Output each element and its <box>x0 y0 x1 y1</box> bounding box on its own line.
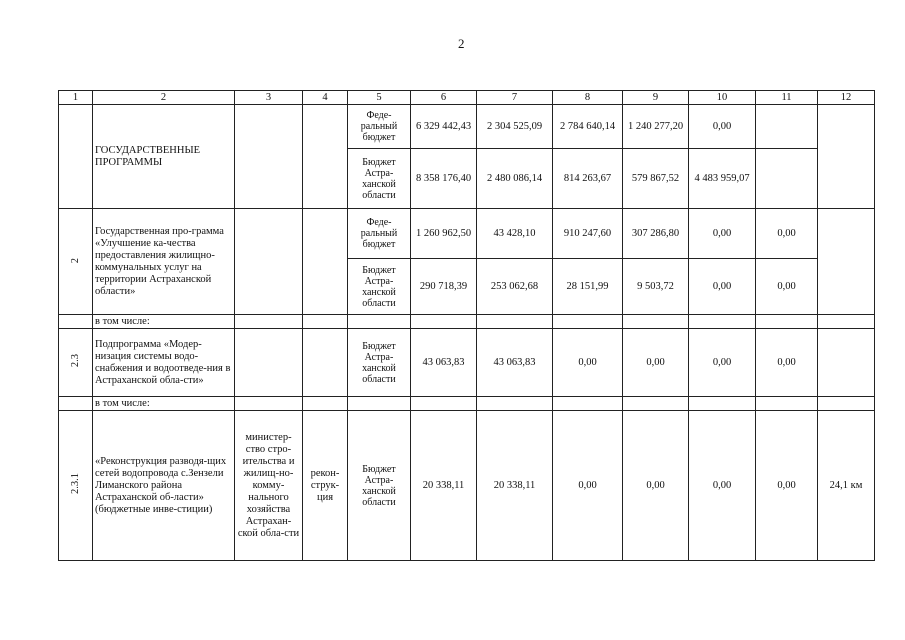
value-cell <box>756 105 818 149</box>
executor-cell <box>235 209 303 315</box>
empty-cell <box>303 315 348 329</box>
value-cell: 0,00 <box>756 411 818 561</box>
value-cell: 814 263,67 <box>553 149 623 209</box>
value-cell: 0,00 <box>553 329 623 397</box>
value-cell: 20 338,11 <box>477 411 553 561</box>
empty-cell <box>756 397 818 411</box>
value-cell: 43 063,83 <box>411 329 477 397</box>
empty-cell <box>411 397 477 411</box>
gov-programs-title: ГОСУДАРСТВЕННЫЕ ПРОГРАММЫ <box>93 105 235 209</box>
value-cell: 28 151,99 <box>553 259 623 315</box>
header-cell: 8 <box>553 91 623 105</box>
header-cell: 7 <box>477 91 553 105</box>
value-cell: 2 480 086,14 <box>477 149 553 209</box>
funding-source: Феде-ральный бюджет <box>348 209 411 259</box>
value-cell: 20 338,11 <box>411 411 477 561</box>
result-cell <box>818 209 875 315</box>
value-cell: 307 286,80 <box>623 209 689 259</box>
empty-cell <box>818 315 875 329</box>
kind-cell: рекон-струк-ция <box>303 411 348 561</box>
item-name: «Реконструкция разводя-щих сетей водопровода с.Зензели Лиманского района Астраханской об-ласти» (бюджетные инве-стиции) <box>93 411 235 561</box>
empty-cell <box>553 397 623 411</box>
num-cell <box>59 315 93 329</box>
result-cell <box>818 329 875 397</box>
header-cell: 10 <box>689 91 756 105</box>
funding-source: Бюджет Астра-ханской области <box>348 329 411 397</box>
result-cell: 24,1 км <box>818 411 875 561</box>
value-cell: 0,00 <box>623 329 689 397</box>
empty-cell <box>477 315 553 329</box>
executor-cell: министер-ство стро-ительства и жилищ-но-комму-нального хозяйства Астрахан-ской обла-сти <box>235 411 303 561</box>
empty-cell <box>818 397 875 411</box>
header-cell: 12 <box>818 91 875 105</box>
empty-cell <box>623 397 689 411</box>
empty-cell <box>477 397 553 411</box>
value-cell <box>756 149 818 209</box>
value-cell: 290 718,39 <box>411 259 477 315</box>
value-cell: 9 503,72 <box>623 259 689 315</box>
value-cell: 0,00 <box>623 411 689 561</box>
empty-cell <box>756 315 818 329</box>
value-cell: 4 483 959,07 <box>689 149 756 209</box>
header-cell: 1 <box>59 91 93 105</box>
value-cell: 910 247,60 <box>553 209 623 259</box>
value-cell: 0,00 <box>689 329 756 397</box>
subprogram-name: Подпрограмма «Модер-низация системы водо-снабжения и водоотведе-ния в Астраханской обла-сти» <box>93 329 235 397</box>
empty-cell <box>689 397 756 411</box>
result-cell <box>818 105 875 209</box>
value-cell: 8 358 176,40 <box>411 149 477 209</box>
value-cell: 43 063,83 <box>477 329 553 397</box>
funding-source: Бюджет Астра-ханской области <box>348 259 411 315</box>
executor-cell <box>235 329 303 397</box>
empty-cell <box>623 315 689 329</box>
value-cell: 2 304 525,09 <box>477 105 553 149</box>
value-cell: 579 867,52 <box>623 149 689 209</box>
table-row <box>59 105 875 149</box>
value-cell: 43 428,10 <box>477 209 553 259</box>
funding-source: Бюджет Астра-ханской области <box>348 411 411 561</box>
empty-cell <box>303 397 348 411</box>
value-cell: 1 240 277,20 <box>623 105 689 149</box>
value-cell: 1 260 962,50 <box>411 209 477 259</box>
including-row <box>59 315 875 329</box>
table-row <box>59 209 875 259</box>
page-number: 2 <box>458 36 465 51</box>
empty-cell <box>235 397 303 411</box>
empty-cell <box>235 315 303 329</box>
header-cell: 3 <box>235 91 303 105</box>
empty-cell <box>689 315 756 329</box>
value-cell: 0,00 <box>689 411 756 561</box>
header-cell: 6 <box>411 91 477 105</box>
funding-source: Феде-ральный бюджет <box>348 105 411 149</box>
header-row <box>59 91 875 105</box>
funding-source: Бюджет Астра-ханской области <box>348 149 411 209</box>
value-cell: 0,00 <box>689 259 756 315</box>
empty-cell <box>348 315 411 329</box>
value-cell: 0,00 <box>689 209 756 259</box>
empty-cell <box>411 315 477 329</box>
value-cell: 253 062,68 <box>477 259 553 315</box>
header-cell: 5 <box>348 91 411 105</box>
kind-cell <box>303 209 348 315</box>
header-cell: 9 <box>623 91 689 105</box>
num-cell: 2.3.1 <box>59 411 93 561</box>
kind-cell <box>303 329 348 397</box>
program-name: Государственная про-грамма «Улучшение ка-чества предоставления жилищно-коммунальных услуг на территории Астраханской области» <box>93 209 235 315</box>
value-cell: 0,00 <box>553 411 623 561</box>
table-row <box>59 411 875 561</box>
value-cell: 0,00 <box>756 329 818 397</box>
table-row <box>59 329 875 397</box>
including-label: в том числе: <box>93 315 235 329</box>
header-cell: 4 <box>303 91 348 105</box>
value-cell: 0,00 <box>689 105 756 149</box>
header-cell: 11 <box>756 91 818 105</box>
num-cell <box>59 397 93 411</box>
empty-cell <box>553 315 623 329</box>
num-cell <box>59 105 93 209</box>
including-row <box>59 397 875 411</box>
num-cell: 2.3 <box>59 329 93 397</box>
num-cell: 2 <box>59 209 93 315</box>
executor-cell <box>235 105 303 209</box>
value-cell: 0,00 <box>756 209 818 259</box>
value-cell: 2 784 640,14 <box>553 105 623 149</box>
empty-cell <box>348 397 411 411</box>
kind-cell <box>303 105 348 209</box>
including-label: в том числе: <box>93 397 235 411</box>
value-cell: 0,00 <box>756 259 818 315</box>
header-cell: 2 <box>93 91 235 105</box>
value-cell: 6 329 442,43 <box>411 105 477 149</box>
program-table <box>58 90 875 561</box>
